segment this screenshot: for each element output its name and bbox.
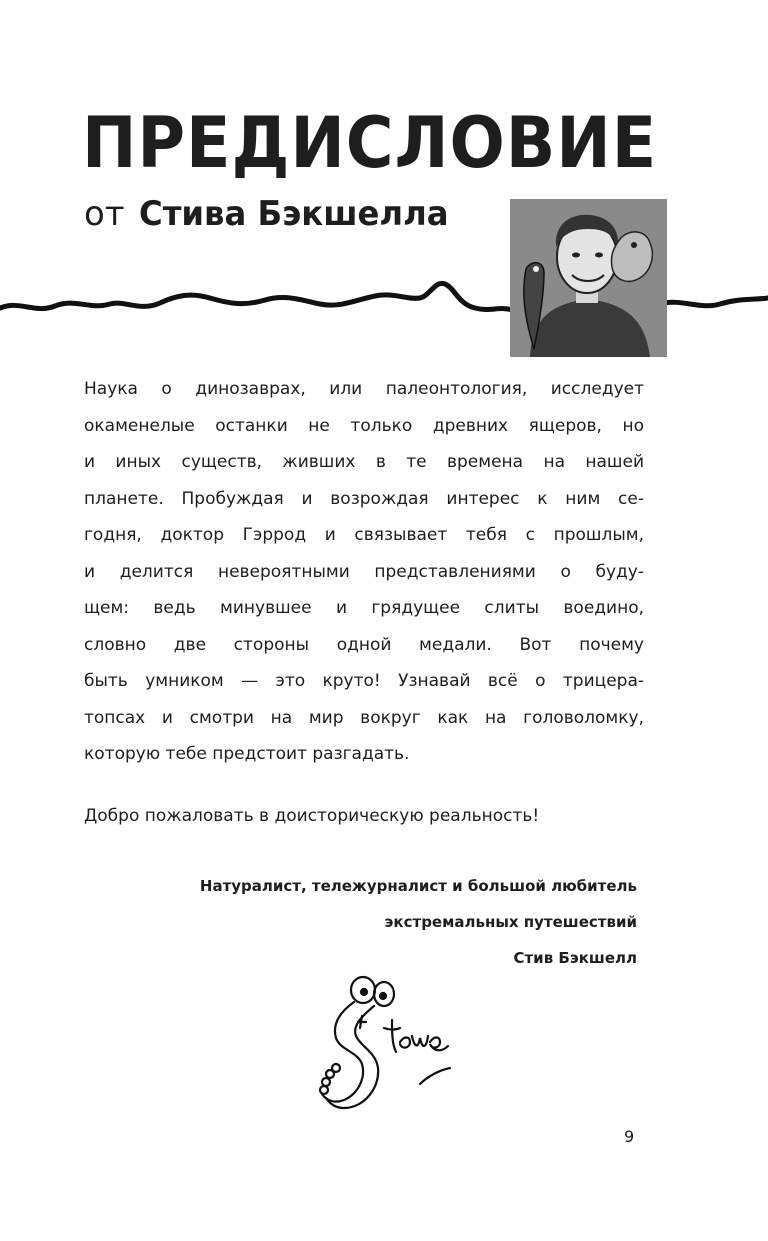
body-line-8: словно две стороны одной медали. Вот почему xyxy=(84,634,644,655)
body-line-1: Наука о динозаврах, или палеонтология, исследует xyxy=(84,379,644,399)
welcome-line: Добро пожаловать в доисторическую реальность! xyxy=(84,806,540,826)
signature-line-2: экстремальных путешествий xyxy=(384,913,637,931)
page-title: ПРЕДИСЛОВИЕ xyxy=(82,102,658,184)
body-line-10: топсах и смотри на мир вокруг как на головоломку, xyxy=(84,707,644,728)
author-portrait xyxy=(510,199,667,357)
autograph-signature xyxy=(300,972,465,1122)
foreword-body xyxy=(84,371,644,773)
body-line-5: годня, доктор Гэррод и связывает тебя с прошлым, xyxy=(84,525,644,545)
body-line-9: быть умником — это круто! Узнавай всё о трицера- xyxy=(84,671,644,691)
body-line-6: и делится невероятными представлениями о буду- xyxy=(84,561,644,582)
body-line-11: которую тебе предстоит разгадать. xyxy=(84,744,410,764)
body-line-7: щем: ведь минувшее и грядущее слиты воедино, xyxy=(84,598,644,618)
body-line-3: и иных существ, живших в те времена на нашей xyxy=(84,452,644,472)
body-line-2: окаменелые останки не только древних ящеров, но xyxy=(84,415,644,436)
subtitle-author-name: Стива Бэкшелла xyxy=(138,194,449,234)
page-number: 9 xyxy=(624,1127,635,1146)
author-subtitle xyxy=(84,190,464,238)
signature-line-1: Натуралист, тележурналист и большой любитель xyxy=(199,877,637,895)
signature-name: Стив Бэкшелл xyxy=(513,949,637,967)
body-line-4: планете. Пробуждая и возрождая интерес к ним се- xyxy=(84,488,644,509)
signature-block xyxy=(200,868,637,976)
subtitle-prefix: от xyxy=(84,194,125,234)
